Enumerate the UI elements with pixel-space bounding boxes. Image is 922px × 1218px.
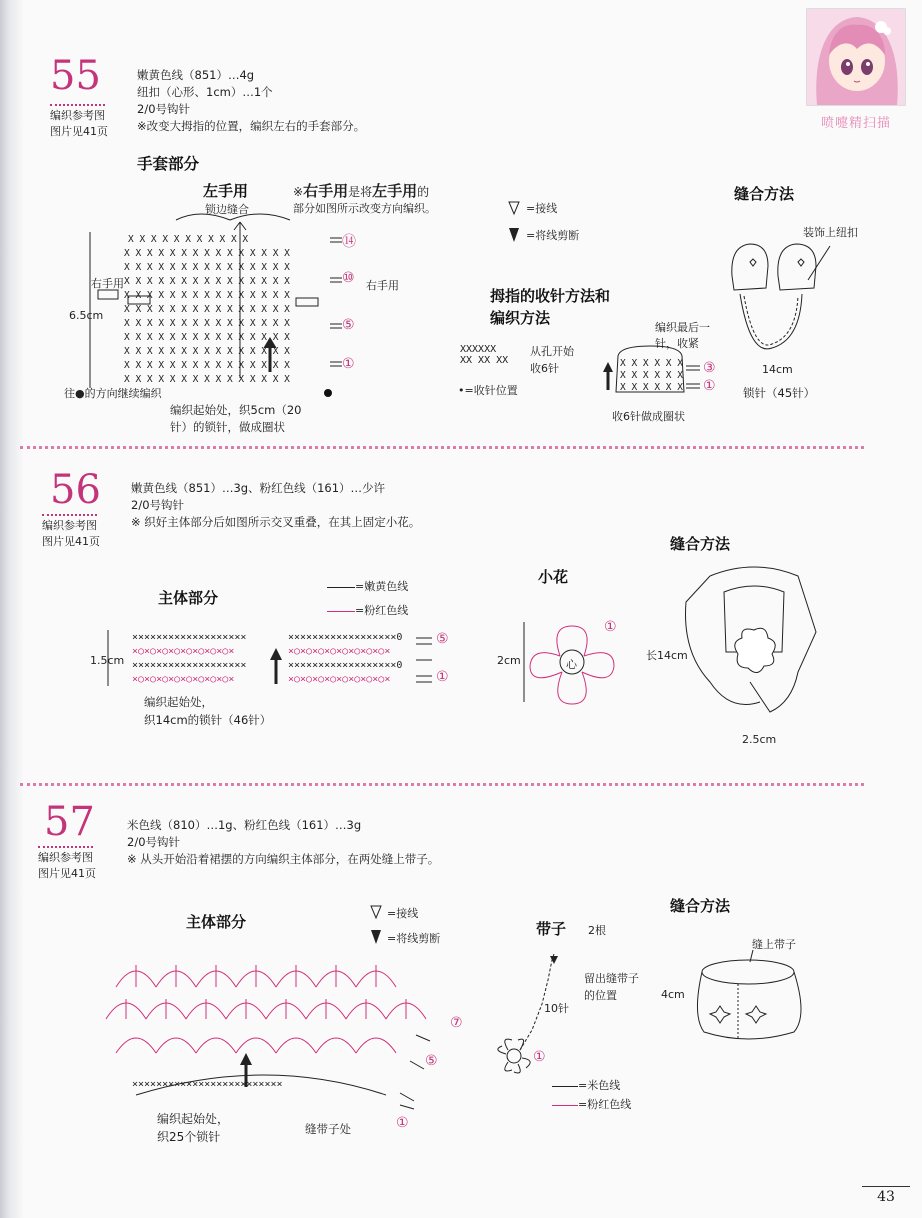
legend-pink: =粉红色线 — [327, 602, 408, 618]
sew-height: 4cm — [661, 988, 685, 1001]
material-line: 嫩黄色线（851）…4g — [137, 68, 255, 82]
svg-text:X X X X X X: X X X X X X — [620, 382, 683, 393]
section-title: 主体部分 — [186, 913, 247, 931]
chain-join-label: 锁边缝合 — [205, 203, 249, 216]
material-line: ※改变大拇指的位置，编织左右的手套部分。 — [137, 119, 366, 133]
height-label: 6.5cm — [69, 309, 104, 322]
thumb-title: 拇指的收针方法和 — [490, 287, 611, 305]
ref-56 — [42, 514, 100, 550]
material-line: 2/0号钩针 — [131, 498, 185, 512]
row-number: ③ — [703, 360, 716, 376]
section-divider — [20, 446, 864, 449]
sew-title: 缝合方法 — [670, 897, 731, 915]
row-number: ① — [533, 1049, 546, 1065]
legend-join: =接线 — [526, 202, 558, 215]
start-note: 编织起始处，织5cm（20 — [170, 403, 302, 417]
ref-label: 编织参考图 — [42, 514, 97, 534]
direction-note: ※右手用是将左手用的 — [293, 182, 430, 200]
ref-label: 编织参考图 — [50, 104, 105, 124]
strap-stitches: 10针 — [544, 1002, 569, 1015]
svg-text:X X X X X X X X X X X X X X X: X X X X X X X X X X X X X X X — [124, 304, 290, 315]
row-number: ① — [703, 378, 716, 394]
right-hand-small-label: 右手用 — [366, 279, 399, 292]
thumb-from: 从孔开始 — [530, 345, 574, 358]
row-number: ⑦ — [450, 1015, 463, 1031]
photo-ref: 图片见41页 — [38, 867, 96, 880]
sew-width: 14cm — [762, 363, 793, 376]
start-note: 编织起始处， — [157, 1112, 230, 1126]
start-note: 编织起始处， — [144, 695, 213, 709]
pattern-number-57: 57 — [44, 799, 95, 845]
skirt-sketch — [690, 950, 820, 1050]
svg-text:X X X X X X X X X X X X X X X: X X X X X X X X X X X X X X X — [124, 332, 290, 343]
photo-ref: 图片见41页 — [50, 125, 108, 138]
ref-label: 编织参考图 — [38, 846, 93, 866]
svg-text:X X X X X X X X X X X X X X X: X X X X X X X X X X X X X X X — [124, 318, 290, 329]
legend-symbols — [506, 198, 522, 248]
row-number: ⑤ — [425, 1053, 438, 1069]
flower-center: 心 — [566, 658, 577, 671]
material-line: 纽扣（心形、1cm）…1个 — [137, 85, 273, 99]
svg-text:×××××××××××××××××××××××××: ××××××××××××××××××××××××× — [132, 1079, 283, 1090]
scarf-sketch — [680, 562, 830, 742]
sew-strap-label: 缝上带子 — [752, 938, 796, 951]
row-number: ⑤ — [436, 631, 449, 647]
svg-text:X X X X X X X X X X X X X X X: X X X X X X X X X X X X X X X — [124, 360, 290, 371]
material-line: ※ 织好主体部分后如图所示交叉重叠，在其上固定小花。 — [131, 515, 421, 529]
thumb-bottom: 收6针做成圈状 — [612, 410, 685, 423]
ref-55 — [50, 104, 108, 140]
svg-text:×××××××××××××××××××: ××××××××××××××××××× — [132, 632, 247, 643]
anime-avatar-illustration — [807, 9, 905, 105]
sew-chain: 锁针（45针） — [743, 386, 816, 400]
start-note: 织25个锁针 — [157, 1130, 221, 1144]
svg-text:X X X X X X X X X X X X X X X: X X X X X X X X X X X X X X X — [124, 290, 290, 301]
legend-cut: =将线剪断 — [387, 932, 441, 945]
start-note: 织14cm的锁针（46针） — [144, 713, 272, 727]
flower-title: 小花 — [538, 568, 569, 586]
thumb-from: 收6针 — [530, 362, 559, 375]
material-line: 嫩黄色线（851）…3g、粉红色线（161）…少许 — [131, 481, 386, 495]
svg-text:X X X X X X: X X X X X X — [620, 370, 683, 381]
svg-text:X X X X X X X X X X X: X X X X X X X X X X X — [128, 234, 249, 245]
pattern-number-56: 56 — [50, 467, 101, 513]
thumb-last: 编织最后一 — [655, 321, 710, 334]
page-number: 43 — [862, 1186, 910, 1205]
svg-text:××××××××××××××××××0: ××××××××××××××××××0 — [288, 632, 403, 643]
svg-text:X X X X X X X X X X X X X X X: X X X X X X X X X X X X X X X — [124, 262, 290, 273]
material-line: ※ 从头开始沿着裙摆的方向编织主体部分，在两处缝上带子。 — [127, 852, 440, 866]
legend-pink: =粉红色线 — [552, 1096, 631, 1112]
svg-text:×○×○×○×○×○×○×○×○×: ×○×○×○×○×○×○×○×○× — [288, 674, 391, 685]
height-label: 1.5cm — [90, 654, 125, 667]
strap-mark: 的位置 — [584, 989, 617, 1002]
continue-note: 往●的方向继续编织 — [64, 387, 162, 400]
start-note: 针）的锁针，做成圈状 — [170, 420, 285, 434]
mittens-sketch — [720, 236, 840, 376]
row-number: ① — [342, 356, 355, 372]
strap-count: 2根 — [588, 924, 606, 937]
pattern-number-55: 55 — [50, 53, 101, 99]
svg-text:××××××××××××××××××0: ××××××××××××××××××0 — [288, 660, 403, 671]
svg-text:×○×○×○×○×○×○×○×○×: ×○×○×○×○×○×○×○×○× — [288, 646, 391, 657]
thumb-position: •=收针位置 — [458, 384, 518, 397]
legend-cut: =将线剪断 — [526, 229, 580, 242]
section-title: 主体部分 — [158, 589, 219, 607]
left-hand-label: 左手用 — [203, 182, 249, 200]
right-hand-small-label: 右手用 — [91, 277, 124, 290]
svg-text:×○×○×○×○×○×○×○×○×: ×○×○×○×○×○×○×○×○× — [132, 674, 235, 685]
material-line: 2/0号钩针 — [137, 102, 191, 116]
svg-text:×○×○×○×○×○×○×○×○×: ×○×○×○×○×○×○×○×○× — [132, 646, 235, 657]
svg-text:X X X X X X X X X X X X X X X: X X X X X X X X X X X X X X X — [124, 276, 290, 287]
bracket — [176, 214, 290, 220]
sew-width: 2.5cm — [742, 733, 777, 746]
direction-note-line2: 部分如图所示改变方向编织。 — [293, 202, 436, 215]
section-title: 手套部分 — [137, 155, 200, 173]
row-number: ⑭ — [342, 234, 356, 250]
section-divider — [20, 783, 864, 786]
scarf-chart — [100, 620, 440, 692]
ref-57 — [38, 846, 96, 882]
svg-text:X X X X X X X X X X X X X X X: X X X X X X X X X X X X X X X — [124, 346, 290, 357]
row-number: ① — [604, 619, 617, 635]
row-number: ⑤ — [342, 317, 355, 333]
thumb-title: 编织方法 — [490, 309, 551, 327]
thumb-stitches: XXXXXX XX XX XX — [460, 344, 509, 366]
row-number: ⑩ — [342, 270, 355, 286]
watermark: 喷嚏精扫描 — [820, 116, 891, 131]
material-line: 米色线（810）…1g、粉红色线（161）…3g — [127, 818, 362, 832]
row-number: ① — [396, 1115, 409, 1131]
strap-title: 带子 — [536, 920, 567, 938]
flower-size: 2cm — [497, 654, 521, 667]
row-number: ① — [436, 669, 449, 685]
strap-mark: 留出缝带子 — [584, 972, 639, 985]
materials-55 — [137, 67, 365, 135]
materials-57 — [127, 817, 439, 868]
sew-button-label: 装饰上纽扣 — [803, 226, 858, 239]
sew-title: 缝合方法 — [670, 535, 731, 553]
thumb-last: 针，收紧 — [655, 337, 699, 350]
sew-title: 缝合方法 — [734, 185, 795, 203]
mitten-chart — [80, 210, 360, 410]
legend-symbols — [368, 903, 384, 949]
strap-sew-label: 缝带子处 — [305, 1122, 351, 1136]
svg-text:X X X X X X X X X X X X X X X: X X X X X X X X X X X X X X X — [124, 374, 290, 385]
legend-beige: =米色线 — [552, 1077, 620, 1093]
sew-length: 长14cm — [646, 649, 688, 662]
svg-text:×××××××××××××××××××: ××××××××××××××××××× — [132, 660, 247, 671]
svg-text:X X X X X X: X X X X X X — [620, 358, 683, 369]
skirt-chart — [86, 945, 446, 1125]
materials-56 — [131, 480, 420, 531]
svg-text:X X X X X X X X X X X X X X X: X X X X X X X X X X X X X X X — [124, 248, 290, 259]
material-line: 2/0号钩针 — [127, 835, 181, 849]
photo-ref: 图片见41页 — [42, 535, 100, 548]
legend-yellow: =嫩黄色线 — [327, 578, 408, 594]
avatar — [806, 8, 906, 106]
legend-join: =接线 — [387, 907, 419, 920]
